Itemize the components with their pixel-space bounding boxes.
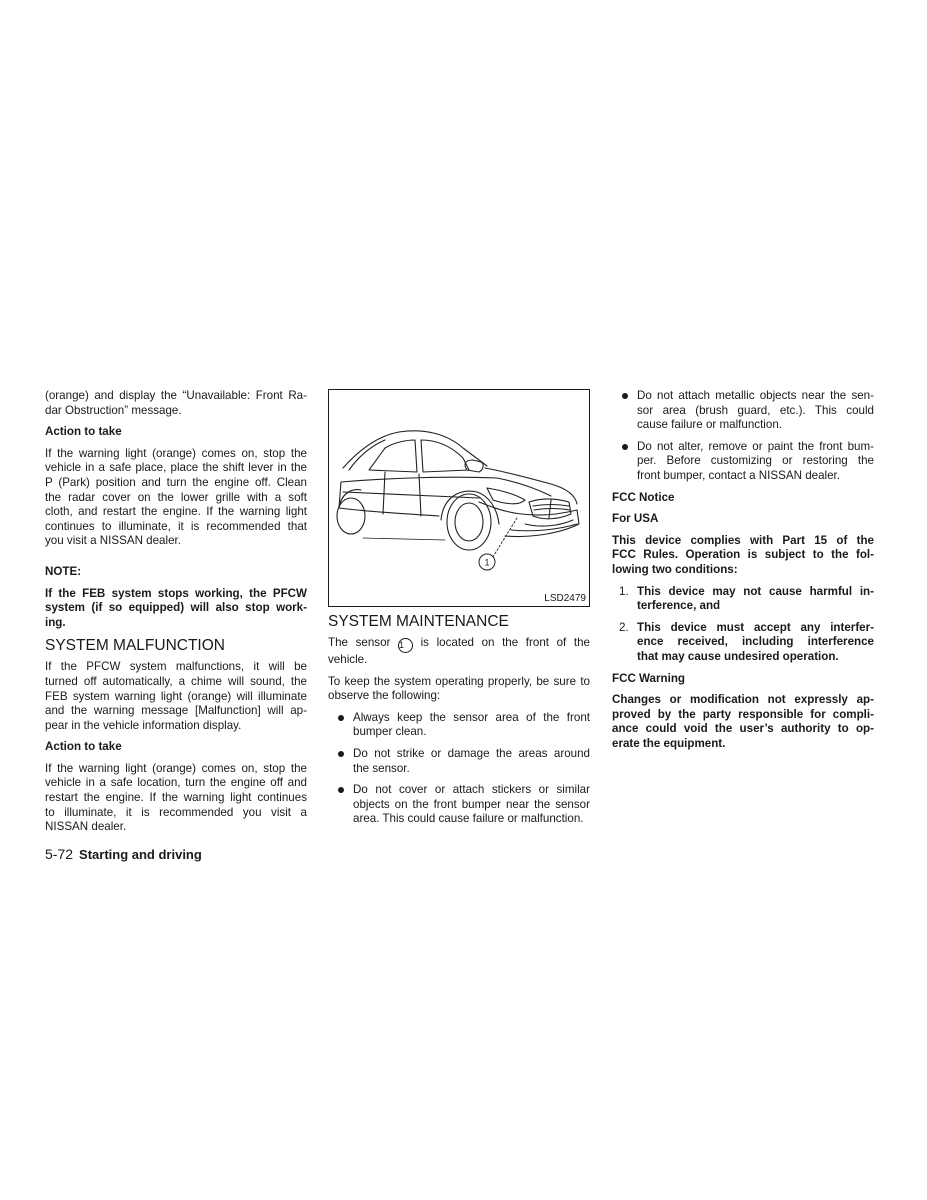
device-paragraph [612, 534, 874, 578]
bullet-icon [622, 444, 628, 450]
bullet-icon [338, 787, 344, 793]
text-line: area. This could cause failure or malfunction. [353, 812, 584, 826]
column-right [612, 389, 874, 751]
malfunction-paragraph [45, 660, 307, 733]
bullet-item [612, 440, 874, 484]
text-line: vehicle in a safe location, turn the engine off and [45, 776, 307, 790]
text-line: front bumper, contact a NISSAN dealer. [637, 468, 840, 482]
text-line: Do not alter, remove or paint the front bum- [637, 439, 874, 453]
text-line: Do not attach metallic objects near the sen- [637, 389, 874, 402]
column-middle [328, 389, 590, 827]
warning-paragraph [612, 693, 874, 751]
text-line: Always keep the sensor area of the front [353, 710, 590, 724]
text-line: NISSAN dealer. [45, 820, 127, 834]
bullet-icon [338, 751, 344, 757]
condition-number: 2. [619, 620, 629, 634]
bullet-item [328, 783, 590, 827]
section-heading-maintenance: SYSTEM MAINTENANCE [328, 613, 509, 630]
text-line: Do not strike or damage the areas around [353, 746, 590, 760]
text-fragment: is located on the front of the [420, 636, 590, 649]
text-line: system (if so equipped) will also stop work- [45, 601, 307, 615]
condition-number: 1. [619, 584, 629, 598]
text-line: Changes or modification not expressly ap- [612, 693, 874, 707]
page-number: 5-72 [45, 846, 74, 862]
text-line: ence received, including interference [637, 635, 874, 649]
text-line: restart the engine. If the warning light continues [45, 791, 307, 805]
fcc-notice-heading: FCC Notice [612, 490, 675, 504]
text-line: cause failure or malfunction. [637, 418, 782, 432]
text-line: If the PFCW system malfunctions, it will be [45, 660, 307, 674]
text-line: (orange) and display the “Unavailable: Front Ra- [45, 389, 307, 402]
text-line: If the warning light (orange) comes on, stop the [45, 761, 307, 775]
text-line: pear in the vehicle information display. [45, 718, 242, 732]
text-line: objects on the front bumper near the sensor [353, 797, 590, 811]
text-line: cloth, and restart the engine. If the warning light [45, 505, 307, 519]
section-heading-malfunction: SYSTEM MALFUNCTION [45, 637, 225, 655]
condition-item [612, 585, 874, 614]
note-paragraph [45, 587, 307, 631]
text-line: If the warning light (orange) comes on, stop the [45, 446, 307, 460]
text-line: sor area (brush guard, etc.). This could [637, 403, 874, 417]
text-line: proved by the party responsible for compli- [612, 707, 874, 721]
figure-code: LSD2479 [544, 593, 586, 604]
bullet-icon [338, 715, 344, 721]
text-line: P (Park) position and turn the engine off. Clean [45, 475, 307, 489]
text-line: turned off automatically, a chime will sound, the [45, 674, 307, 688]
keep-paragraph [328, 675, 590, 704]
bullet-item [328, 711, 590, 740]
text-line: erate the equipment. [612, 736, 726, 750]
bullet-item [612, 389, 874, 433]
text-line: lowing two conditions: [612, 562, 738, 576]
text-line: This device may not cause harmful in- [637, 584, 874, 598]
text-line: continues to illuminate, it is recommended that [45, 519, 307, 533]
text-line: the radar cover on the lower grille with a soft [45, 490, 307, 504]
text-line: that may cause undesired operation. [637, 649, 839, 663]
text-line: observe the following: [328, 689, 441, 703]
callout-circle: 1 [398, 638, 413, 653]
page-footer [45, 846, 202, 862]
text-line: to illuminate, it is recommended you visit a [45, 805, 307, 819]
action-paragraph-2 [45, 762, 307, 835]
action-heading-2: Action to take [45, 740, 122, 754]
note-heading: NOTE: [45, 564, 82, 578]
text-line: Do not cover or attach stickers or similar [353, 783, 590, 797]
bullet-item [328, 747, 590, 776]
text-line [328, 636, 590, 653]
text-line: dar Obstruction” message. [45, 403, 182, 417]
car-illustration [329, 390, 589, 606]
text-line: per. Before customizing or restoring the [637, 454, 874, 468]
text-line: bumper clean. [353, 725, 427, 739]
text-line: If the FEB system stops working, the PFCW [45, 586, 307, 600]
car-sensor-figure [328, 389, 590, 607]
text-line: terference, and [637, 599, 721, 613]
text-fragment: The sensor [328, 636, 391, 649]
text-line: This device must accept any interfer- [637, 620, 874, 634]
text-line: ing. [45, 615, 66, 629]
action-heading-1: Action to take [45, 425, 122, 439]
intro-paragraph [45, 389, 307, 418]
condition-item [612, 621, 874, 665]
text-line: and the warning message [Malfunction] will ap- [45, 704, 307, 718]
sensor-paragraph [328, 636, 590, 668]
text-line: FEB system warning light (orange) will illuminate [45, 689, 307, 703]
text-line: you visit a NISSAN dealer. [45, 534, 181, 548]
column-left [45, 389, 307, 835]
text-line: This device complies with Part 15 of the [612, 533, 874, 547]
section-title: Starting and driving [79, 847, 202, 862]
text-line: ance could void the user’s authority to op- [612, 722, 874, 736]
text-line: vehicle. [328, 653, 368, 666]
text-line: To keep the system operating properly, be sure to [328, 674, 590, 688]
text-line: vehicle in a safe place, place the shift lever in the [45, 461, 307, 475]
text-line: FCC Rules. Operation is subject to the fol- [612, 548, 874, 562]
for-usa-heading: For USA [612, 512, 659, 526]
bullet-icon [622, 393, 628, 399]
action-paragraph-1 [45, 447, 307, 549]
fcc-warning-heading: FCC Warning [612, 671, 685, 685]
text-line: the sensor. [353, 761, 410, 775]
figure-callout-number: 1 [484, 557, 490, 568]
